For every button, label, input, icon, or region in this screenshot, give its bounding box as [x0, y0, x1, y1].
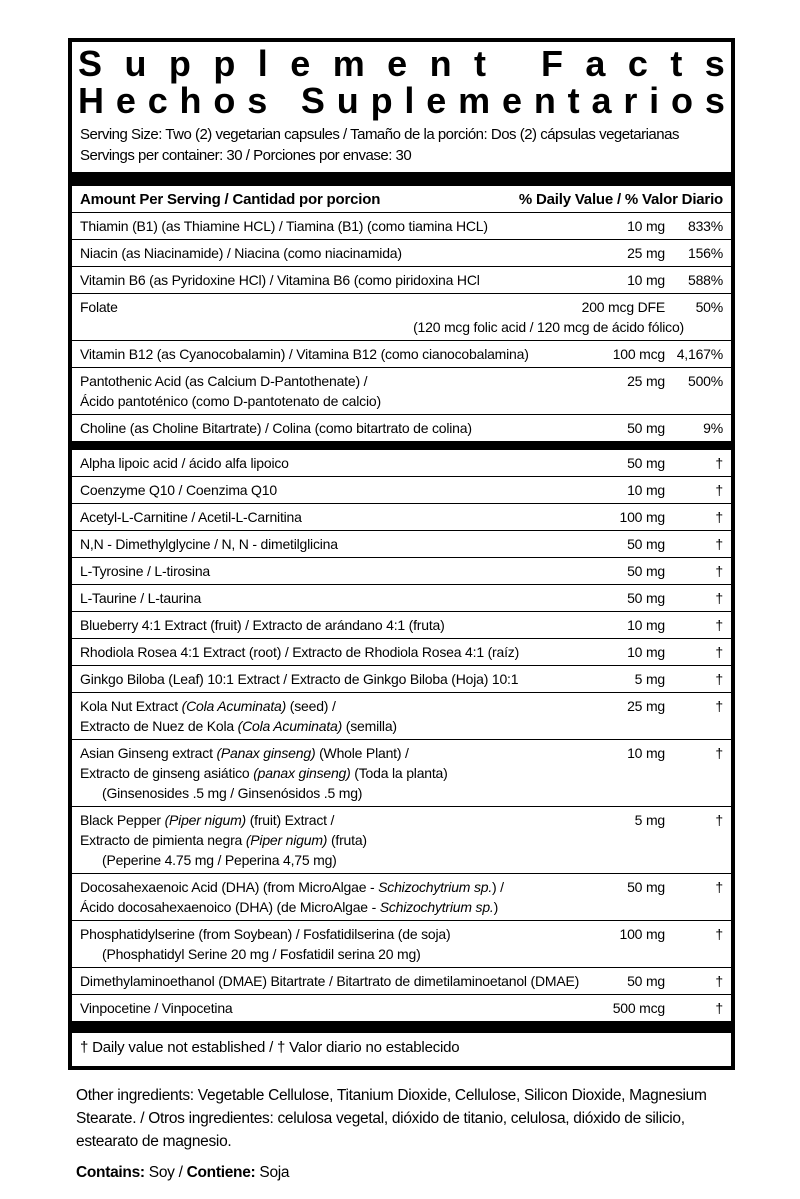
nutrient-rows: [72, 213, 731, 1021]
nutrient-row: [72, 638, 731, 665]
daily-value-header: % Daily Value / % Valor Diario: [518, 191, 723, 208]
nutrient-name: L-Taurine / L-taurina: [80, 590, 202, 606]
nutrient-daily-value: †: [715, 973, 723, 989]
nutrient-name: Thiamin (B1) (as Thiamine HCL) / Tiamina (B1) (como tiamina HCL): [80, 218, 488, 234]
nutrient-name-line: (Phosphatidyl Serine 20 mg / Fosfatidil serina 20 mg): [102, 946, 421, 962]
nutrient-row: [72, 213, 731, 239]
nutrient-row: [72, 665, 731, 692]
nutrient-name: Black Pepper (Piper nigum) (fruit) Extract /: [80, 812, 335, 828]
table-header: [72, 186, 731, 213]
nutrient-name: Pantothenic Acid (as Calcium D-Pantothenate) /: [80, 373, 368, 389]
nutrient-name: Vinpocetine / Vinpocetina: [80, 1000, 233, 1016]
nutrient-name: Kola Nut Extract (Cola Acuminata) (seed) /: [80, 698, 336, 714]
nutrient-amount: 10 mg: [627, 617, 665, 633]
nutrient-daily-value: †: [715, 745, 723, 761]
nutrient-daily-value: 833%: [687, 218, 723, 234]
nutrient-amount: 200 mcg DFE: [581, 299, 665, 315]
nutrient-name-line: Extracto de Nuez de Kola (Cola Acuminata) (semilla): [80, 718, 397, 734]
nutrient-row: [72, 476, 731, 503]
servings-per-container-text: Servings per container: 30 / Porciones por envase: 30: [80, 147, 412, 164]
nutrient-name: L-Tyrosine / L-tirosina: [80, 563, 211, 579]
nutrient-name: Folate: [80, 299, 118, 315]
nutrient-name: Choline (as Choline Bitartrate) / Colina (como bitartrato de colina): [80, 420, 472, 436]
nutrient-daily-value: 50%: [695, 299, 723, 315]
nutrient-daily-value: †: [715, 509, 723, 525]
nutrient-row: [72, 450, 731, 476]
nutrient-daily-value: 9%: [703, 420, 723, 436]
nutrient-row: [72, 873, 731, 920]
nutrient-row: [72, 414, 731, 441]
nutrient-daily-value: †: [715, 879, 723, 895]
nutrient-amount: 50 mg: [627, 879, 665, 895]
nutrient-daily-value: 588%: [687, 272, 723, 288]
nutrient-amount: 500 mcg: [612, 1000, 665, 1016]
nutrient-row: [72, 739, 731, 806]
nutrient-row: [72, 994, 731, 1021]
nutrient-name: Acetyl-L-Carnitine / Acetil-L-Carnitina: [80, 509, 302, 525]
other-ingredients-text: Other ingredients: Vegetable Cellulose, Titanium Dioxide, Cellulose, Silicon Dioxide, Magnesium Stearate. / Otros ingredientes: celulosa vegetal, dióxido de titanio, celulosa, dióxido de silicio, estearato de magnesio.: [76, 1087, 707, 1150]
supplement-facts-panel: [68, 38, 735, 1070]
nutrient-amount: 50 mg: [627, 536, 665, 552]
nutrient-row: [72, 806, 731, 873]
nutrient-name: N,N - Dimethylglycine / N, N - dimetilglicina: [80, 536, 338, 552]
nutrient-row: [72, 293, 731, 340]
nutrient-daily-value: 500%: [687, 373, 723, 389]
nutrient-row: [72, 967, 731, 994]
nutrient-daily-value: †: [715, 482, 723, 498]
nutrient-row: [72, 557, 731, 584]
nutrient-row: [72, 367, 731, 414]
nutrient-amount: 10 mg: [627, 218, 665, 234]
nutrient-daily-value: †: [715, 926, 723, 942]
nutrient-name: Phosphatidylserine (from Soybean) / Fosfatidilserina (de soja): [80, 926, 451, 942]
serving-info: [72, 121, 731, 172]
nutrient-name-line: (Ginsenosides .5 mg / Ginsenósidos .5 mg): [102, 785, 363, 801]
nutrient-amount: 10 mg: [627, 644, 665, 660]
nutrient-amount: 25 mg: [627, 373, 665, 389]
nutrient-row: [72, 920, 731, 967]
nutrient-amount: 5 mg: [634, 812, 665, 828]
nutrient-daily-value: †: [715, 617, 723, 633]
nutrient-name: Coenzyme Q10 / Coenzima Q10: [80, 482, 277, 498]
nutrient-amount: 50 mg: [627, 563, 665, 579]
amount-per-serving-header: Amount Per Serving / Cantidad por porcion: [80, 191, 381, 208]
nutrient-name: Vitamin B12 (as Cyanocobalamin) / Vitamina B12 (como cianocobalamina): [80, 346, 529, 362]
nutrient-amount: 25 mg: [627, 698, 665, 714]
daily-value-footnote: † Daily value not established / † Valor diario no establecido: [80, 1039, 460, 1056]
nutrient-name-line: (Peperine 4.75 mg / Peperina 4,75 mg): [102, 852, 337, 868]
nutrient-name-line: Extracto de ginseng asiático (panax ginseng) (Toda la planta): [80, 765, 448, 781]
nutrient-name: Asian Ginseng extract (Panax ginseng) (Whole Plant) /: [80, 745, 409, 761]
panel-title: [72, 42, 731, 121]
section-divider-bar: [72, 441, 731, 450]
nutrient-amount: 50 mg: [627, 590, 665, 606]
nutrient-row: [72, 266, 731, 293]
nutrient-name-line: Ácido pantoténico (como D-pantotenato de calcio): [80, 393, 381, 409]
nutrient-name: Niacin (as Niacinamide) / Niacina (como niacinamida): [80, 245, 402, 261]
bottom-divider-bar: [72, 1021, 731, 1033]
nutrient-daily-value: †: [715, 536, 723, 552]
nutrient-daily-value: †: [715, 644, 723, 660]
nutrient-amount: 100 mg: [619, 926, 665, 942]
nutrient-amount: 10 mg: [627, 272, 665, 288]
nutrient-daily-value: †: [715, 671, 723, 687]
nutrient-amount: 50 mg: [627, 420, 665, 436]
nutrient-daily-value: †: [715, 563, 723, 579]
nutrient-name-line: Ácido docosahexaenoico (DHA) (de MicroAlgae - Schizochytrium sp.): [80, 899, 499, 915]
nutrient-amount: 50 mg: [627, 973, 665, 989]
nutrient-amount: 50 mg: [627, 455, 665, 471]
below-panel-text: [68, 1084, 719, 1182]
nutrient-daily-value: †: [715, 698, 723, 714]
nutrient-row: [72, 611, 731, 638]
nutrient-amount: 25 mg: [627, 245, 665, 261]
nutrient-row: [72, 692, 731, 739]
nutrient-name: Vitamin B6 (as Pyridoxine HCl) / Vitamina B6 (como piridoxina HCl: [80, 272, 480, 288]
nutrient-row: [72, 503, 731, 530]
nutrient-daily-value: 4,167%: [676, 346, 723, 362]
nutrient-row: [72, 584, 731, 611]
nutrient-name: Blueberry 4:1 Extract (fruit) / Extracto de arándano 4:1 (fruta): [80, 617, 445, 633]
nutrient-name: Docosahexaenoic Acid (DHA) (from MicroAlgae - Schizochytrium sp.) /: [80, 879, 504, 895]
nutrient-amount: 5 mg: [634, 671, 665, 687]
nutrient-name: Ginkgo Biloba (Leaf) 10:1 Extract / Extracto de Ginkgo Biloba (Hoja) 10:1: [80, 671, 519, 687]
nutrient-amount: 100 mcg: [612, 346, 665, 362]
nutrient-name-line: (120 mcg folic acid / 120 mcg de ácido fólico): [413, 319, 684, 335]
nutrient-amount: 100 mg: [619, 509, 665, 525]
nutrient-name: Dimethylaminoethanol (DMAE) Bitartrate / Bitartrato de dimetilaminoetanol (DMAE): [80, 973, 580, 989]
nutrient-name: Alpha lipoic acid / ácido alfa lipoico: [80, 455, 289, 471]
nutrient-row: [72, 340, 731, 367]
nutrient-daily-value: †: [715, 455, 723, 471]
nutrient-amount: 10 mg: [627, 745, 665, 761]
nutrient-daily-value: †: [715, 590, 723, 606]
nutrient-name-line: Extracto de pimienta negra (Piper nigum) (fruta): [80, 832, 367, 848]
nutrient-daily-value: †: [715, 1000, 723, 1016]
panel-title-english: S u p p l e m e n t F a c t s: [78, 43, 725, 84]
panel-title-spanish: H e c h o s S u p l e m e n t a r i o s: [78, 80, 725, 121]
top-divider-bar: [72, 172, 731, 186]
nutrient-row: [72, 530, 731, 557]
nutrient-daily-value: †: [715, 812, 723, 828]
nutrient-name: Rhodiola Rosea 4:1 Extract (root) / Extracto de Rhodiola Rosea 4:1 (raíz): [80, 644, 520, 660]
nutrient-amount: 10 mg: [627, 482, 665, 498]
serving-size-text: Serving Size: Two (2) vegetarian capsules / Tamaño de la porción: Dos (2) cápsulas vegetarianas: [80, 126, 679, 143]
nutrient-row: [72, 239, 731, 266]
nutrient-daily-value: 156%: [687, 245, 723, 261]
contains-allergen-text: Contains: Soy / Contiene: Soja: [76, 1164, 290, 1181]
